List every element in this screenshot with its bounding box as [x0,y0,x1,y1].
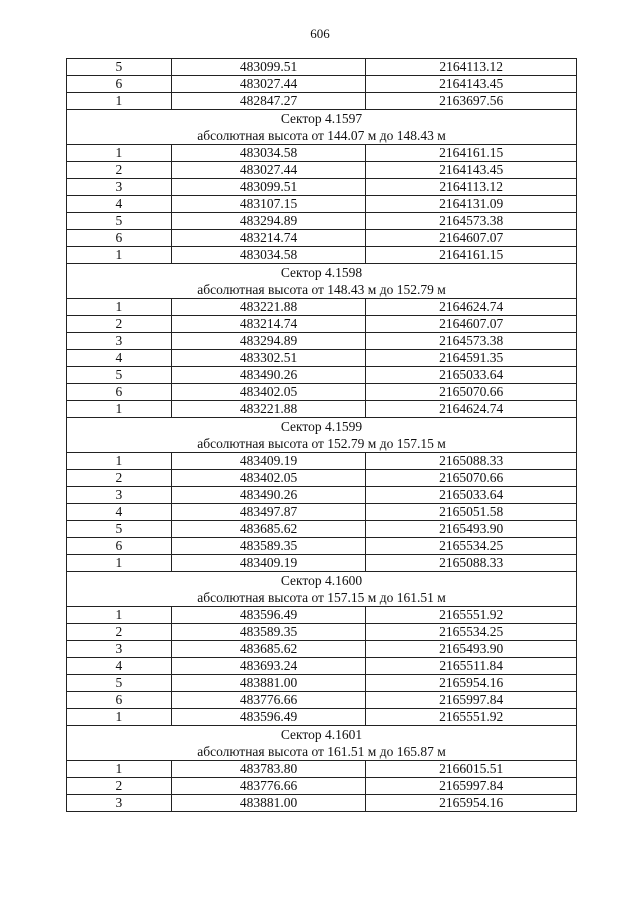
table-row [67,76,577,93]
sector-header-row [67,418,577,453]
sector-altitude: абсолютная высота от 161.51 м до 165.87 м [197,744,446,759]
coordinates-table-body [67,59,577,812]
point-number-cell: 3 [67,487,172,504]
sector-header-row [67,726,577,761]
x-coordinate-cell: 483881.00 [171,675,366,692]
table-row [67,384,577,401]
point-number-cell: 1 [67,453,172,470]
point-number-cell: 1 [67,93,172,110]
x-coordinate-cell: 483214.74 [171,230,366,247]
sector-header-row [67,110,577,145]
table-row [67,213,577,230]
y-coordinate-cell: 2164161.15 [366,145,577,162]
x-coordinate-cell: 483497.87 [171,504,366,521]
y-coordinate-cell: 2164607.07 [366,316,577,333]
y-coordinate-cell: 2165997.84 [366,692,577,709]
table-row [67,179,577,196]
x-coordinate-cell: 483490.26 [171,367,366,384]
sector-title: Сектор 4.1601 [280,727,363,742]
x-coordinate-cell: 483034.58 [171,145,366,162]
point-number-cell: 6 [67,230,172,247]
table-row [67,230,577,247]
point-number-cell: 1 [67,709,172,726]
table-row [67,401,577,418]
y-coordinate-cell: 2165551.92 [366,709,577,726]
table-row [67,487,577,504]
point-number-cell: 1 [67,145,172,162]
table-row [67,162,577,179]
point-number-cell: 4 [67,504,172,521]
x-coordinate-cell: 483214.74 [171,316,366,333]
y-coordinate-cell: 2165493.90 [366,641,577,658]
sector-altitude: абсолютная высота от 152.79 м до 157.15 м [197,436,446,451]
point-number-cell: 5 [67,59,172,76]
x-coordinate-cell: 483589.35 [171,624,366,641]
x-coordinate-cell: 483596.49 [171,709,366,726]
point-number-cell: 3 [67,641,172,658]
x-coordinate-cell: 483034.58 [171,247,366,264]
y-coordinate-cell: 2165033.64 [366,367,577,384]
table-row [67,93,577,110]
y-coordinate-cell: 2164624.74 [366,299,577,316]
sector-header-row [67,264,577,299]
x-coordinate-cell: 483589.35 [171,538,366,555]
y-coordinate-cell: 2164113.12 [366,179,577,196]
sector-altitude: абсолютная высота от 157.15 м до 161.51 м [197,590,446,605]
y-coordinate-cell: 2165954.16 [366,795,577,812]
x-coordinate-cell: 483294.89 [171,333,366,350]
y-coordinate-cell: 2166015.51 [366,761,577,778]
x-coordinate-cell: 483776.66 [171,692,366,709]
table-row [67,795,577,812]
x-coordinate-cell: 483409.19 [171,555,366,572]
x-coordinate-cell: 483685.62 [171,521,366,538]
x-coordinate-cell: 483776.66 [171,778,366,795]
y-coordinate-cell: 2165070.66 [366,384,577,401]
table-row [67,778,577,795]
sector-header [67,110,577,145]
x-coordinate-cell: 483107.15 [171,196,366,213]
sector-altitude: абсолютная высота от 148.43 м до 152.79 м [197,282,446,297]
y-coordinate-cell: 2165493.90 [366,521,577,538]
x-coordinate-cell: 483294.89 [171,213,366,230]
sector-title: Сектор 4.1597 [280,111,363,126]
x-coordinate-cell: 483099.51 [171,179,366,196]
point-number-cell: 1 [67,247,172,264]
x-coordinate-cell: 482847.27 [171,93,366,110]
y-coordinate-cell: 2165534.25 [366,624,577,641]
y-coordinate-cell: 2165051.58 [366,504,577,521]
point-number-cell: 3 [67,795,172,812]
point-number-cell: 2 [67,624,172,641]
y-coordinate-cell: 2164573.38 [366,333,577,350]
table-row [67,607,577,624]
y-coordinate-cell: 2165534.25 [366,538,577,555]
sector-title: Сектор 4.1598 [280,265,363,280]
y-coordinate-cell: 2165088.33 [366,555,577,572]
sector-header-row [67,572,577,607]
point-number-cell: 1 [67,299,172,316]
y-coordinate-cell: 2164113.12 [366,59,577,76]
table-row [67,709,577,726]
y-coordinate-cell: 2164573.38 [366,213,577,230]
table-row [67,333,577,350]
y-coordinate-cell: 2164143.45 [366,76,577,93]
x-coordinate-cell: 483596.49 [171,607,366,624]
point-number-cell: 6 [67,692,172,709]
x-coordinate-cell: 483027.44 [171,162,366,179]
sector-altitude: абсолютная высота от 144.07 м до 148.43 м [197,128,446,143]
sector-header [67,264,577,299]
point-number-cell: 2 [67,470,172,487]
y-coordinate-cell: 2165070.66 [366,470,577,487]
table-row [67,538,577,555]
point-number-cell: 4 [67,350,172,367]
point-number-cell: 2 [67,316,172,333]
point-number-cell: 1 [67,607,172,624]
y-coordinate-cell: 2163697.56 [366,93,577,110]
x-coordinate-cell: 483221.88 [171,299,366,316]
point-number-cell: 5 [67,213,172,230]
y-coordinate-cell: 2164131.09 [366,196,577,213]
page-number: 606 [310,26,330,41]
y-coordinate-cell: 2165551.92 [366,607,577,624]
point-number-cell: 2 [67,162,172,179]
y-coordinate-cell: 2165511.84 [366,658,577,675]
point-number-cell: 3 [67,179,172,196]
table-row [67,453,577,470]
x-coordinate-cell: 483099.51 [171,59,366,76]
point-number-cell: 1 [67,555,172,572]
x-coordinate-cell: 483302.51 [171,350,366,367]
table-row [67,658,577,675]
y-coordinate-cell: 2164143.45 [366,162,577,179]
table-row [67,299,577,316]
point-number-cell: 4 [67,196,172,213]
point-number-cell: 4 [67,658,172,675]
table-row [67,692,577,709]
y-coordinate-cell: 2164161.15 [366,247,577,264]
x-coordinate-cell: 483783.80 [171,761,366,778]
y-coordinate-cell: 2165997.84 [366,778,577,795]
sector-header [67,572,577,607]
table-row [67,367,577,384]
table-row [67,145,577,162]
point-number-cell: 5 [67,675,172,692]
point-number-cell: 5 [67,521,172,538]
table-row [67,675,577,692]
x-coordinate-cell: 483402.05 [171,470,366,487]
table-row [67,247,577,264]
y-coordinate-cell: 2165088.33 [366,453,577,470]
x-coordinate-cell: 483027.44 [171,76,366,93]
y-coordinate-cell: 2165954.16 [366,675,577,692]
point-number-cell: 1 [67,761,172,778]
table-row [67,624,577,641]
x-coordinate-cell: 483221.88 [171,401,366,418]
point-number-cell: 6 [67,538,172,555]
table-row [67,316,577,333]
point-number-cell: 6 [67,76,172,93]
sector-title: Сектор 4.1600 [280,573,363,588]
table-row [67,196,577,213]
table-row [67,761,577,778]
x-coordinate-cell: 483402.05 [171,384,366,401]
x-coordinate-cell: 483881.00 [171,795,366,812]
sector-header [67,726,577,761]
y-coordinate-cell: 2164624.74 [366,401,577,418]
x-coordinate-cell: 483693.24 [171,658,366,675]
y-coordinate-cell: 2164607.07 [366,230,577,247]
table-row [67,350,577,367]
table-row [67,641,577,658]
point-number-cell: 3 [67,333,172,350]
x-coordinate-cell: 483685.62 [171,641,366,658]
point-number-cell: 1 [67,401,172,418]
point-number-cell: 2 [67,778,172,795]
x-coordinate-cell: 483409.19 [171,453,366,470]
coordinates-table [66,58,577,812]
table-row [67,521,577,538]
table-row [67,555,577,572]
table-row [67,59,577,76]
point-number-cell: 5 [67,367,172,384]
y-coordinate-cell: 2165033.64 [366,487,577,504]
sector-title: Сектор 4.1599 [280,419,363,434]
x-coordinate-cell: 483490.26 [171,487,366,504]
y-coordinate-cell: 2164591.35 [366,350,577,367]
sector-header [67,418,577,453]
table-row [67,504,577,521]
table-row [67,470,577,487]
point-number-cell: 6 [67,384,172,401]
